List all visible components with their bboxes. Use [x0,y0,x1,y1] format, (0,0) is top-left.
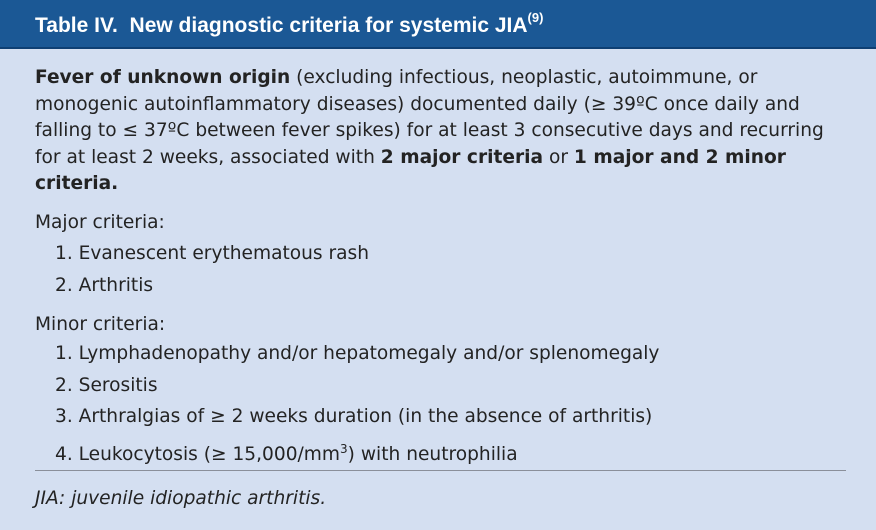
minor-criterion-1: 1. Lymphadenopathy and/or hepatomegaly and/or splenomegaly [55,343,660,364]
minor-criterion-4-suffix: ) with neutrophilia [347,443,518,465]
footnote: JIA: juvenile idiopathic arthritis. [35,488,327,509]
major-criterion-1: 1. Evanescent erythematous rash [55,243,370,264]
minor-criterion-3: 3. Arthralgias of ≥ 2 weeks duration (in the absence of arthritis) [55,406,653,427]
minor-criteria-heading: Minor criteria: [35,314,166,335]
minor-criterion-4 [55,436,659,468]
footnote-divider [35,470,846,471]
major-criterion-2: 2. Arthritis [55,274,154,296]
intro-bold-minor: 1 major and 2 minor criteria. [35,146,786,194]
table-title-text: New diagnostic criteria for systemic JIA [129,14,528,37]
intro-text-1: (excluding infectious, neoplastic, autoimmune, or monogenic autoinflammatory diseases) documented daily (≥ 39ºC once daily and falling to ≤ 37ºC between fever spikes) for at least 3 consecutive days and recurring for at least 2 weeks, associated with [35,67,824,168]
cubic-superscript: 3 [340,441,348,456]
table-title [35,12,543,38]
intro-lead: Fever of unknown origin [35,67,291,88]
major-criteria-list [55,241,369,304]
table-label: Table IV. [35,14,118,37]
minor-criterion-2: 2. Serositis [55,374,158,396]
intro-paragraph [35,65,855,198]
intro-text-2: or [543,146,574,168]
reference-superscript: (9) [527,10,544,25]
minor-criterion-4-prefix: 4. Leukocytosis (≥ 15,000/mm [55,443,341,465]
major-criteria-heading: Major criteria: [35,212,165,233]
table-header [0,0,876,49]
intro-bold-major: 2 major criteria [380,146,544,168]
minor-criteria-list [55,341,659,467]
